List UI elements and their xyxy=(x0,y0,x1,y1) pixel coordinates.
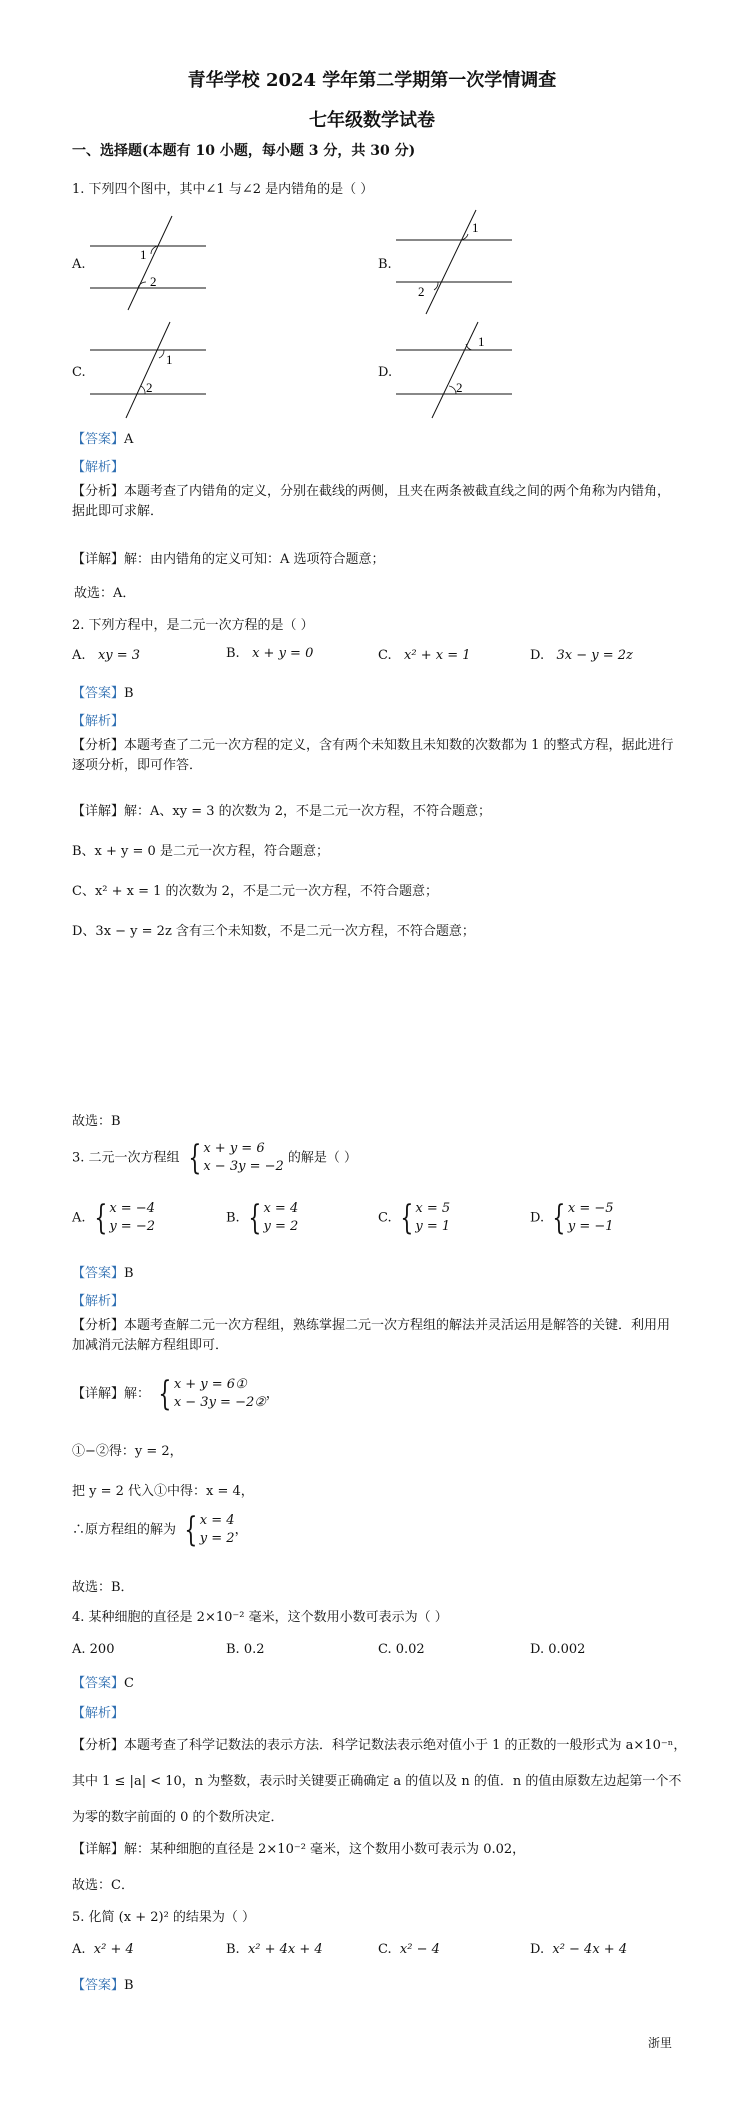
option-text: x² − 4x + 4 xyxy=(552,1942,628,1957)
detail-text: ∴原方程组的解为 xyxy=(72,1522,177,1538)
fenxi-tag: 【分析】 xyxy=(72,738,125,753)
q5-option-d xyxy=(530,1942,627,1957)
option-label: B. xyxy=(226,1942,240,1957)
equation-row: y = 2 xyxy=(263,1219,299,1234)
option-text: x² + x = 1 xyxy=(404,648,471,663)
q4-fenxi-1 xyxy=(72,1734,686,1753)
option-label: A. xyxy=(72,1210,86,1226)
q3-answer xyxy=(72,1262,134,1281)
q5-option-b xyxy=(226,1942,323,1957)
q2-conclusion: 故选：B xyxy=(72,1114,121,1129)
q3-fenxi xyxy=(72,1316,676,1356)
angle-1-label: 1 xyxy=(472,220,479,235)
q1-figure-c xyxy=(86,320,216,420)
answer-tag: 【答案】 xyxy=(72,1978,125,1993)
equation-row: x = −4 xyxy=(109,1201,155,1216)
q4-detail xyxy=(72,1838,525,1857)
q3-detail: 【详解】解： { x + y = 6① x − 3y = −2② ， xyxy=(72,1374,279,1414)
equation-row: x = 4 xyxy=(263,1201,299,1216)
stem-text: 的解是（ ） xyxy=(287,1150,358,1166)
equation-row: y = −2 xyxy=(109,1219,155,1234)
equation-row: x + y = 6 xyxy=(203,1141,265,1156)
transversal-line xyxy=(432,322,478,418)
equation-row: x + y = 6① xyxy=(173,1377,247,1392)
detail-text: 解：A、xy = 3 的次数为 2，不是二元一次方程，不符合题意； xyxy=(124,804,492,819)
q4-option-b: B. 0.2 xyxy=(226,1642,265,1657)
angle-arc xyxy=(141,386,145,394)
answer-value: C xyxy=(124,1676,134,1691)
answer-value: B xyxy=(124,686,134,701)
stem-text: 3. 二元一次方程组 xyxy=(72,1150,180,1166)
q5-option-c xyxy=(378,1942,440,1957)
q4-fenxi-3: 为零的数字前面的 0 的个数所决定． xyxy=(72,1810,284,1825)
q3-option-b: B. { x = 4 y = 2 xyxy=(226,1198,299,1238)
option-label: C. xyxy=(378,1210,392,1226)
option-label: D. xyxy=(530,648,545,663)
q1-figure-d xyxy=(392,320,522,420)
option-label: C. xyxy=(378,1942,392,1957)
fenxi-tag: 【分析】 xyxy=(72,1738,125,1753)
answer-value: A xyxy=(124,432,134,447)
q2-detail-1 xyxy=(72,800,491,819)
q2-detail-4: D、3x − y = 2z 含有三个未知数，不是二元一次方程，不符合题意； xyxy=(72,924,475,939)
page-subtitle: 七年级数学试卷 xyxy=(309,110,435,131)
angle-arc xyxy=(449,386,456,394)
q2-fenxi xyxy=(72,736,676,776)
equation-row: x = 5 xyxy=(415,1201,451,1216)
q2-option-d xyxy=(530,648,633,663)
q1-figure-b xyxy=(392,206,522,316)
q2-option-c xyxy=(378,648,471,663)
option-label: D. xyxy=(530,1942,545,1957)
transversal-line xyxy=(126,322,170,418)
footer-mark: 浙里 xyxy=(648,2036,673,2050)
q2-detail-2: B、x + y = 0 是二元一次方程，符合题意； xyxy=(72,844,329,859)
equation-system: { x + y = 6 x − 3y = −2 xyxy=(188,1138,284,1178)
q4-analysis-tag: 【解析】 xyxy=(72,1706,125,1721)
answer-tag: 【答案】 xyxy=(72,686,125,701)
q2-option-a xyxy=(72,648,140,663)
detail-text: 解： xyxy=(124,1386,151,1402)
equation-row: x = −5 xyxy=(567,1201,614,1216)
q3-conclusion: 故选：B． xyxy=(72,1580,134,1595)
fenxi-text: 本题考查解二元一次方程组，熟练掌握二元一次方程组的解法并灵活运用是解答的关键．利用用加减消元法解方程组即可． xyxy=(72,1318,671,1353)
q2-answer xyxy=(72,682,134,701)
option-text: x² − 4 xyxy=(399,1942,440,1957)
fenxi-tag: 【分析】 xyxy=(72,1318,125,1333)
equation-row: x − 3y = −2 xyxy=(203,1159,284,1174)
page-title: 青华学校 2024 学年第二学期第一次学情调查 xyxy=(187,70,557,91)
q1-analysis-tag: 【解析】 xyxy=(72,460,125,475)
q4-stem: 4. 某种细胞的直径是 2×10⁻² 毫米，这个数用小数可表示为（ ） xyxy=(72,1610,448,1625)
fenxi-text: 本题考查了二元一次方程的定义，含有两个未知数且未知数的次数都为 1 的整式方程，据此进行逐项分析，即可作答． xyxy=(72,738,674,773)
option-text: x² + 4 xyxy=(93,1942,134,1957)
q4-option-c: C. 0.02 xyxy=(378,1642,425,1657)
angle-1-label: 1 xyxy=(478,334,485,349)
q5-option-a xyxy=(72,1942,134,1957)
answer-tag: 【答案】 xyxy=(72,1266,125,1281)
option-text: 3x − y = 2z xyxy=(556,648,633,663)
section-heading: 一、选择题(本题有 10 小题，每小题 3 分，共 30 分) xyxy=(72,143,416,159)
option-text: xy = 3 xyxy=(97,648,141,663)
q1-fenxi xyxy=(72,482,676,522)
answer-value: B xyxy=(124,1266,134,1281)
option-label: A. xyxy=(72,648,86,663)
fenxi-text: 本题考查了内错角的定义，分别在截线的两侧，且夹在两条被截直线之间的两个角称为内错角，据此即可求解． xyxy=(72,484,671,519)
detail-text: 解：某种细胞的直径是 2×10⁻² 毫米，这个数用小数可表示为 0.02， xyxy=(124,1842,526,1857)
answer-value: B xyxy=(124,1978,134,1993)
detail-tag: 【详解】 xyxy=(72,804,125,819)
transversal-line xyxy=(128,216,172,310)
equation-row: x = 4 xyxy=(199,1513,235,1528)
q4-answer xyxy=(72,1672,134,1691)
q3-option-c: C. { x = 5 y = 1 xyxy=(378,1198,451,1238)
option-text: x² + 4x + 4 xyxy=(247,1942,323,1957)
q5-stem: 5. 化简 (x + 2)² 的结果为（ ） xyxy=(72,1910,256,1925)
equation-row: y = 2 xyxy=(199,1531,235,1546)
angle-1-label: 1 xyxy=(140,247,147,262)
q3-step-2: 把 y = 2 代入①中得：x = 4， xyxy=(72,1484,254,1499)
q1-answer xyxy=(72,428,133,447)
q1-conclusion: 故选：A． xyxy=(74,586,136,601)
q3-option-d: D. { x = −5 y = −1 xyxy=(530,1198,614,1238)
option-text: x + y = 0 xyxy=(252,646,314,661)
option-label: A. xyxy=(72,1942,86,1957)
q4-conclusion: 故选：C． xyxy=(72,1878,134,1893)
option-label: D. xyxy=(530,1210,545,1226)
q1-stem: 1. 下列四个图中，其中∠1 与∠2 是内错角的是（ ） xyxy=(72,182,374,197)
option-label: B. xyxy=(226,1210,240,1226)
detail-tag: 【详解】 xyxy=(72,1842,125,1857)
angle-2-label: 2 xyxy=(150,274,157,289)
angle-2-label: 2 xyxy=(456,380,463,395)
transversal-line xyxy=(426,210,476,314)
equation-row: y = 1 xyxy=(415,1219,451,1234)
q2-detail-3: C、x² + x = 1 的次数为 2，不是二元一次方程，不符合题意； xyxy=(72,884,438,899)
q1-option-b-label: B. xyxy=(378,257,392,272)
option-label: C. xyxy=(378,648,392,663)
q4-fenxi-2: 其中 1 ≤ |a| < 10，n 为整数，表示时关键要正确确定 a 的值以及 n 的值．n 的值由原数左边起第一个不 xyxy=(72,1774,682,1789)
angle-1-label: 1 xyxy=(166,352,173,367)
q3-analysis-tag: 【解析】 xyxy=(72,1294,125,1309)
fenxi-text: 本题考查了科学记数法的表示方法．科学记数法表示绝对值小于 1 的正数的一般形式为 a×10⁻ⁿ， xyxy=(124,1738,687,1753)
q1-figure-a xyxy=(86,212,216,312)
q3-step-1: ①−②得：y = 2， xyxy=(72,1444,183,1459)
q3-option-a: A. { x = −4 y = −2 xyxy=(72,1198,155,1238)
detail-text: 解：由内错角的定义可知：A 选项符合题意； xyxy=(124,552,385,567)
detail-tag: 【详解】 xyxy=(72,552,125,567)
q2-analysis-tag: 【解析】 xyxy=(72,714,125,729)
q1-option-d-label: D. xyxy=(378,365,393,380)
q3-step-3: ∴原方程组的解为 { x = 4 y = 2 ， xyxy=(72,1510,248,1550)
option-label: B. xyxy=(226,646,240,661)
q1-detail xyxy=(72,548,385,567)
equation-row: y = −1 xyxy=(567,1219,614,1234)
answer-tag: 【答案】 xyxy=(72,432,125,447)
q3-stem xyxy=(72,1140,357,1176)
q2-option-b xyxy=(226,646,313,661)
q1-option-c-label: C. xyxy=(72,365,86,380)
angle-arc xyxy=(159,350,164,358)
q4-option-d: D. 0.002 xyxy=(530,1642,586,1657)
detail-tag: 【详解】 xyxy=(72,1386,125,1402)
angle-arc xyxy=(434,282,438,290)
q1-option-a-label: A. xyxy=(72,257,86,272)
q4-option-a: A. 200 xyxy=(72,1642,115,1657)
angle-2-label: 2 xyxy=(418,284,425,299)
q2-stem: 2. 下列方程中，是二元一次方程的是（ ） xyxy=(72,618,314,633)
q5-answer xyxy=(72,1974,134,1993)
angle-2-label: 2 xyxy=(146,380,153,395)
fenxi-tag: 【分析】 xyxy=(72,484,125,499)
answer-tag: 【答案】 xyxy=(72,1676,125,1691)
equation-row: x − 3y = −2② xyxy=(173,1395,266,1410)
